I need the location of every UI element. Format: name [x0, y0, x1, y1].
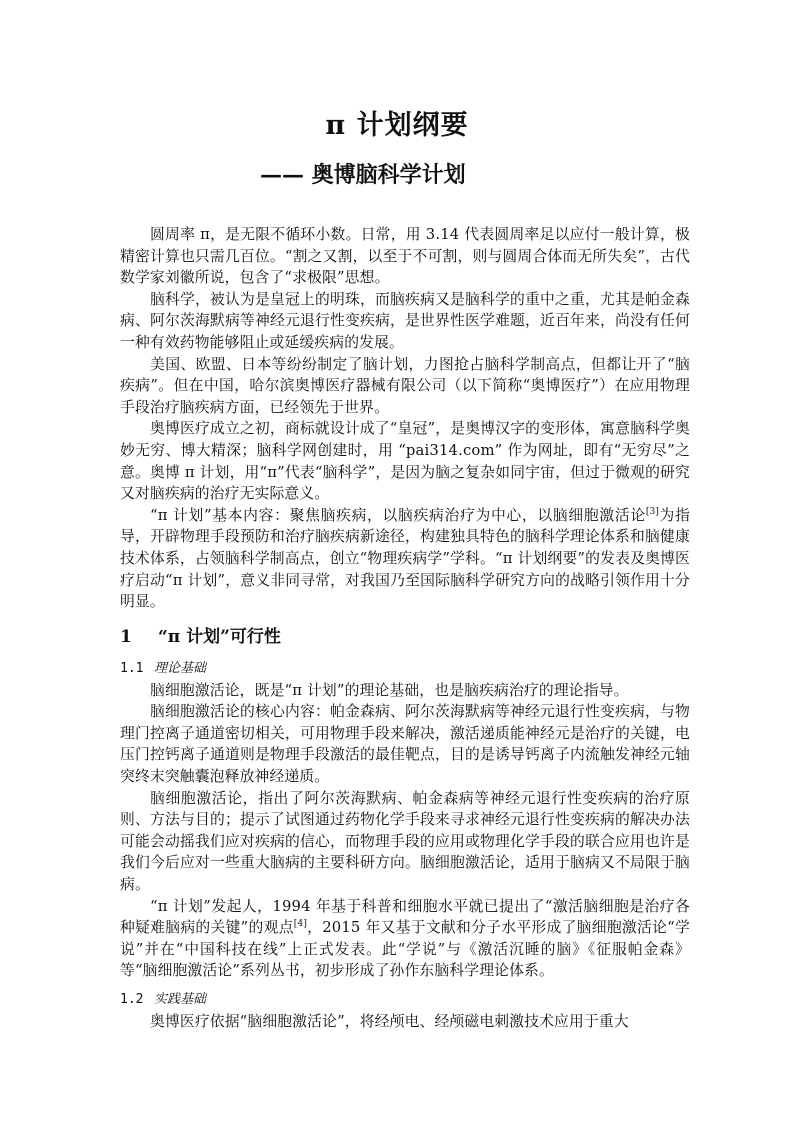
- section-1-2-paragraph-1: 奥博医疗依据“脑细胞激活论”，将经颅电、经颅磁电刺激技术应用于重大: [150, 1013, 629, 1030]
- section-1-2-number: 1.2: [120, 992, 144, 1007]
- citation-3: [3]: [645, 506, 660, 517]
- section-1-heading: [120, 625, 690, 649]
- section-1-1-title: 理论基础: [154, 660, 207, 676]
- document-body: [120, 224, 690, 1033]
- intro-paragraph-3: 美国、欧盟、日本等纷纷制定了脑计划，力图抢占脑科学制高点，但都让开了“脑疾病”。但在中国，哈尔滨奥博医疗器械有限公司（以下简称“奥博医疗”）在应用物理手段治疗脑疾病方面，已经领先于世界。: [120, 355, 690, 416]
- section-1-1-paragraph-4-text-b: ，2015 年又基于文献和分子水平形成了脑细胞激活论“学说”并在“中国科技在线”上正式发表。此“学说”与《激活沉睡的脑》《征服帕金森》 等“脑细胞激活论”系列丛书，初步形成了孙作东脑科学理论体系。: [120, 919, 690, 980]
- intro-paragraph-1: 圆周率 π，是无限不循环小数。日常，用 3.14 代表圆周率足以应付一般计算，极精密计算也只需几百位。“割之又割，以至于不可割，则与圆周合体而无所失矣”，古代数学家刘徽所说，包含了“求极限”思想。: [120, 226, 690, 287]
- intro-paragraph-5-text-a: “π 计划”基本内容：聚焦脑疾病，以脑疾病治疗为中心，以脑细胞激活论: [150, 506, 646, 524]
- section-1-1-paragraph-2: 脑细胞激活论的核心内容：帕金森病、阿尔茨海默病等神经元退行性变疾病，与物理门控离子通道密切相关，可用物理手段来解决，激活递质能神经元是治疗的关键，电压门控钙离子通道则是物理手段激活的最佳靶点，目的是诱导钙离子内流触发神经元轴突终末突触囊泡释放神经递质。: [120, 703, 690, 786]
- section-1-number: 1: [120, 626, 132, 647]
- intro-paragraph-5-text-b: 为指导，开辟物理手段预防和治疗脑疾病新途径，构建独具特色的脑科学理论体系和脑健康技术体系，占领脑科学制高点，创立“物理疾病学”学科。“π 计划纲要”的发表及奥博医疗启动“π 计划”，意义非同寻常，对我国乃至国际脑科学研究方向的战略引领作用十分明显。: [120, 506, 690, 611]
- citation-4: [4]: [293, 919, 307, 930]
- intro-paragraph-2: 脑科学，被认为是皇冠上的明珠，而脑疾病又是脑科学的重中之重，尤其是帕金森病、阿尔茨海默病等神经元退行性变疾病，是世界性医学难题，近百年来，尚没有任何一种有效药物能够阻止或延缓疾病的发展。: [120, 290, 690, 351]
- section-1-1-heading: [120, 659, 690, 678]
- document-subtitle: —— 奥博脑科学计划: [260, 162, 466, 188]
- intro-paragraph-5: [120, 505, 690, 613]
- intro-paragraph-4: 奥博医疗成立之初，商标就设计成了“皇冠”，是奥博汉字的变形体，寓意脑科学奥妙无穷、博大精深；脑科学网创建时，用 “pai314.com” 作为网址，即有“无穷尽”之意。奥博 π 计划，用“π”代表“脑科学”，是因为脑之复杂如同宇宙，但过于微观的研究又对脑疾病的治疗无实际意义。: [120, 420, 690, 503]
- section-1-1-number: 1.1: [120, 660, 144, 676]
- section-1-1-paragraph-4: [120, 896, 690, 982]
- document-title: π 计划纲要: [325, 110, 469, 141]
- section-1-title: “π 计划”可行性: [158, 626, 281, 647]
- section-1-1-paragraph-4-text-a: “π 计划”发起人，1994 年基于科普和细胞水平就已提出了“激活脑细胞是治疗各种疑难脑病的关键”的观点: [120, 897, 690, 937]
- section-1-1-paragraph-3: 脑细胞激活论，指出了阿尔茨海默病、帕金森病等神经元退行性变疾病的治疗原则、方法与目的；提示了试图通过药物化学手段来寻求神经元退行性变疾病的解决办法可能会动摇我们应对疾病的信心，而物理手段的应用或物理化学手段的联合应用也许是我们今后应对一些重大脑病的主要科研方向。脑细胞激活论，适用于脑病又不局限于脑病。: [120, 789, 690, 894]
- section-1-2-heading: [120, 990, 690, 1009]
- section-1-1-paragraph-1: 脑细胞激活论，既是“π 计划”的理论基础，也是脑疾病治疗的理论指导。: [150, 681, 629, 699]
- section-1-2-title: 实践基础: [154, 992, 207, 1007]
